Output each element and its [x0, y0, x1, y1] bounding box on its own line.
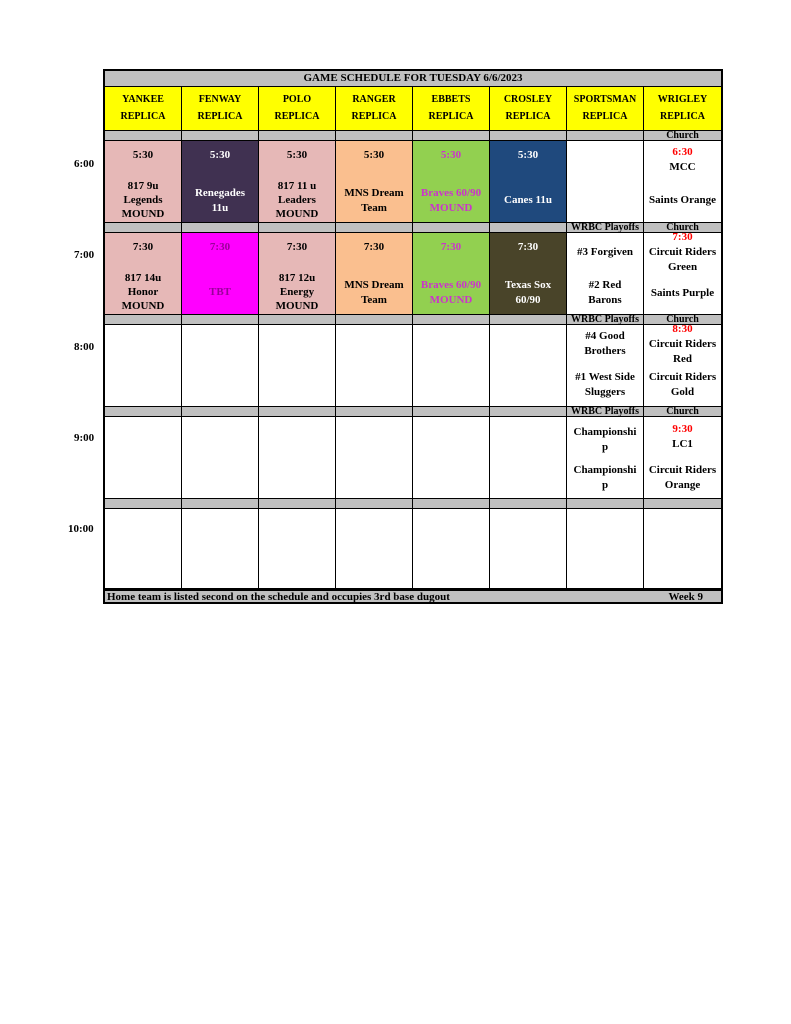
- game-cell-sportsman-empty: [567, 141, 644, 222]
- separator-row: [103, 499, 723, 509]
- time-slot-row-10: [103, 509, 723, 589]
- schedule-footer: [103, 589, 723, 604]
- hour-label-6: 6:00: [74, 158, 95, 170]
- wrbc-playoffs-label: WRBC Playoffs: [567, 223, 644, 232]
- field-header-fenway: FENWAY REPLICA: [182, 87, 259, 131]
- game-cell-fenway-530: 5:30 Renegades 11u: [182, 141, 259, 222]
- field-header-crosley: CROSLEY REPLICA: [490, 87, 567, 131]
- game-cell-ranger-730: 7:30 MNS Dream Team: [336, 233, 413, 314]
- game-cell-sportsman-730: #3 Forgiven #2 Red Barons: [567, 233, 644, 314]
- time-slot-row-9: [103, 417, 723, 499]
- game-cell-wrigley-830: 8:30 Circuit Riders Red Circuit Riders Gold: [648, 325, 717, 398]
- game-cell-wrigley-730: 7:30 Circuit Riders Green Saints Purple: [648, 233, 717, 299]
- week-label: Week 9: [668, 591, 703, 603]
- game-cell-ranger-530: 5:30 MNS Dream Team: [336, 141, 413, 222]
- time-slot-row-6: [103, 141, 723, 223]
- game-cell-crosley-730: 7:30 Texas Sox 60/90: [490, 233, 567, 314]
- field-header-yankee: YANKEE REPLICA: [105, 87, 182, 131]
- game-cell-fenway-730: 7:30 TBT: [182, 233, 259, 314]
- field-header-row: [103, 87, 723, 131]
- game-cell-yankee-730: 7:30 817 14u Honor MOUND: [105, 233, 182, 314]
- game-cell-sportsman-930: Championshi p Championshi p: [567, 417, 644, 498]
- game-cell-ebbets-730: 7:30 Braves 60/90 MOUND: [413, 233, 490, 314]
- schedule-table: [103, 69, 723, 589]
- hour-label-7: 7:00: [74, 249, 95, 261]
- game-cell-polo-730: 7:30 817 12u Energy MOUND: [259, 233, 336, 314]
- field-header-ebbets: EBBETS REPLICA: [413, 87, 490, 131]
- game-cell-wrigley-630: 6:30 MCC Saints Orange: [649, 146, 716, 206]
- game-cell-ebbets-530: 5:30 Braves 60/90 MOUND: [413, 141, 490, 222]
- church-label: Church: [666, 222, 699, 233]
- field-header-polo: POLO REPLICA: [259, 87, 336, 131]
- church-label: Church: [666, 130, 699, 141]
- church-label: Church: [666, 406, 699, 417]
- field-header-wrigley: WRIGLEY REPLICA: [644, 87, 721, 131]
- field-header-sportsman: SPORTSMAN REPLICA: [567, 87, 644, 131]
- wrbc-playoffs-label: WRBC Playoffs: [567, 407, 644, 416]
- game-cell-crosley-530: 5:30 Canes 11u: [490, 141, 567, 222]
- separator-row: [103, 131, 723, 141]
- wrbc-playoffs-label: WRBC Playoffs: [567, 315, 644, 324]
- church-label: Church: [666, 314, 699, 325]
- home-team-note: Home team is listed second on the schedule and occupies 3rd base dugout: [107, 591, 450, 603]
- hour-label-10: 10:00: [68, 523, 94, 535]
- hour-label-8: 8:00: [74, 341, 95, 353]
- schedule-title: GAME SCHEDULE FOR TUESDAY 6/6/2023: [103, 69, 723, 87]
- game-cell-polo-530: 5:30 817 11 u Leaders MOUND: [259, 141, 336, 222]
- game-cell-yankee-530: 5:30 817 9u Legends MOUND: [105, 141, 182, 222]
- game-cell-wrigley-930: 9:30 LC1 Circuit Riders Orange: [648, 423, 717, 491]
- time-slot-row-7: [103, 233, 723, 315]
- separator-row: [103, 315, 723, 325]
- time-slot-row-8: [103, 325, 723, 407]
- separator-row: [103, 223, 723, 233]
- game-cell-sportsman-830: #4 Good Brothers #1 West Side Sluggers: [567, 325, 644, 406]
- hour-label-9: 9:00: [74, 432, 95, 444]
- separator-row: [103, 407, 723, 417]
- field-header-ranger: RANGER REPLICA: [336, 87, 413, 131]
